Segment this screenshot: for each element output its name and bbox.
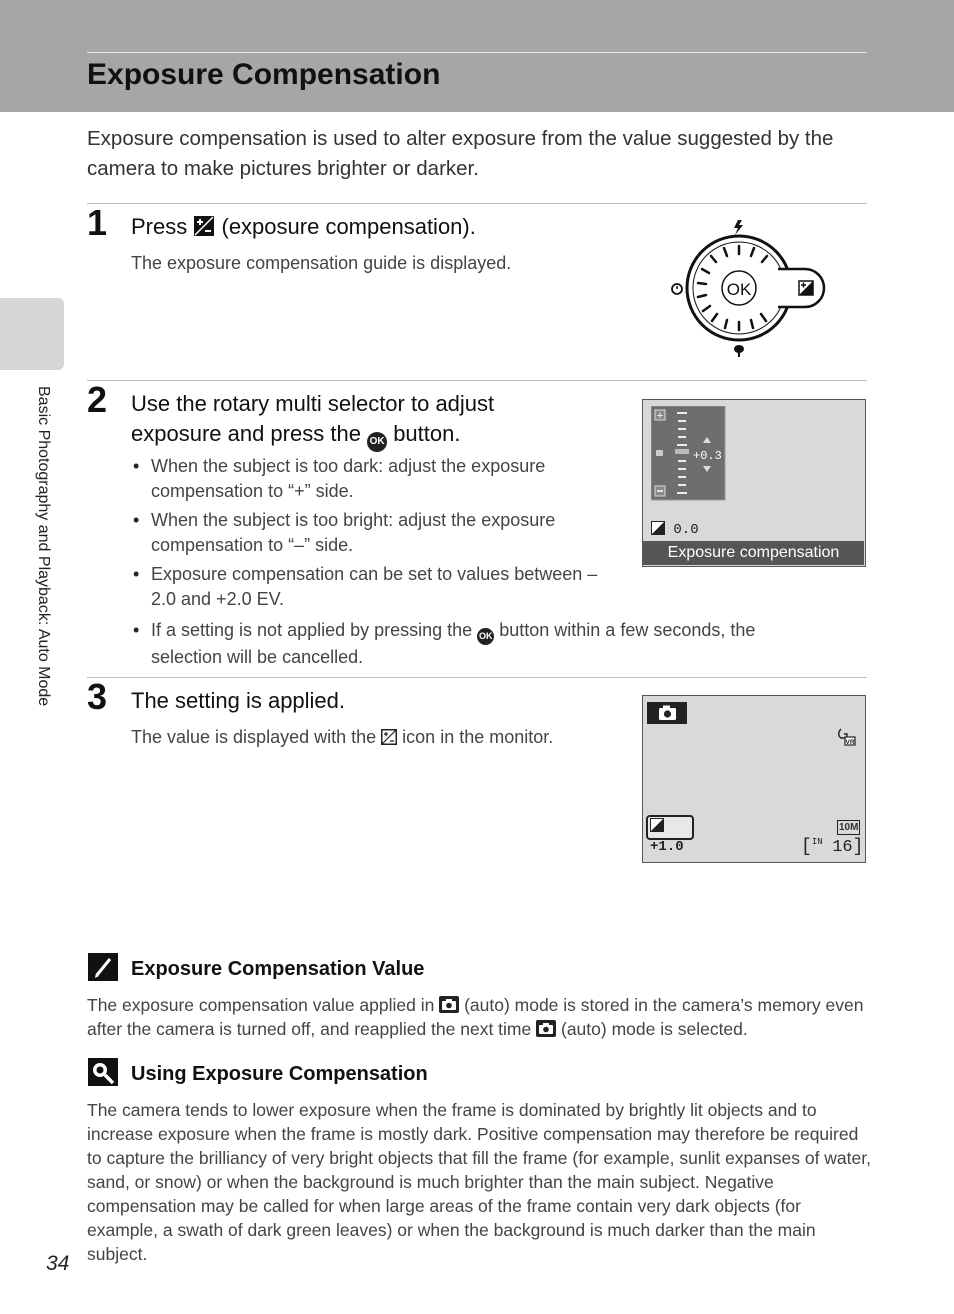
monitor-exposure-guide (642, 399, 866, 567)
step1-body: The exposure compensation guide is displayed. (131, 253, 512, 273)
image-size-indicator: 10M (839, 822, 859, 833)
divider (87, 380, 867, 381)
screen-caption: Exposure compensation (643, 541, 864, 565)
remaining-shots-indicator: [$^{IN}$ 16] (801, 837, 864, 857)
ok-button-icon: OK (477, 628, 494, 645)
ok-button-icon: OK (367, 432, 387, 452)
note1-text-3: (auto) mode is selected. (561, 1019, 748, 1039)
step-number: 1 (87, 202, 108, 243)
step3-body-post: icon in the monitor. (402, 727, 554, 747)
list-item: • When the subject is too dark: adjust the exposure compensation to “+” side. (131, 454, 601, 504)
bullet4-post: button within a few seconds, the selection will be cancelled. (151, 620, 756, 667)
note2-body: The camera tends to lower exposure when the frame is dominated by brightly lit objects and to increase exposure when the frame is mostly dark. Positive compensation may therefore be required to capture the brilliancy of very bright objects that fill the frame (for example, sunlit expanses of water, sand, or snow) or when the background is much brighter than the main subject. Negative compensation may be called for when large areas of the frame contain very dark objects (for example, a swath of dark green leaves) or when the background is much darker than the main subject. (87, 1100, 871, 1264)
exposure-value-display (646, 815, 694, 855)
exposure-scale (651, 406, 727, 502)
rotary-multi-selector-diagram (660, 212, 830, 362)
step2-bullet-list-wide (131, 618, 821, 674)
note1-text-1: The exposure compensation value applied in (87, 995, 435, 1015)
note1-text-2: (auto) mode is stored in the camera’s memory even after the camera is turned off, and reapplied the next time (87, 995, 864, 1039)
page-number: 34 (46, 1252, 70, 1275)
step-number: 3 (87, 676, 108, 717)
svg-text:+: + (656, 410, 664, 422)
step3-heading: The setting is applied. (131, 688, 346, 713)
tip-magnifier-icon (88, 1058, 118, 1086)
step2-heading (131, 389, 631, 452)
exposure-step-value: +0.3 (693, 449, 722, 463)
step-number: 2 (87, 379, 108, 420)
note1-title: Exposure Compensation Value (131, 958, 425, 980)
step2-bullet-list (131, 454, 601, 616)
auto-mode-camera-icon (439, 996, 459, 1013)
step1-heading (131, 212, 611, 242)
step1-heading-pre: Press (131, 214, 188, 239)
step1-heading-post: (exposure compensation). (221, 214, 476, 239)
svg-text:VR: VR (845, 739, 855, 746)
note-pencil-icon (88, 953, 118, 981)
divider (87, 203, 867, 204)
step2-heading-line2-pre: exposure and press the (131, 421, 361, 446)
page-title: Exposure Compensation (87, 58, 441, 91)
current-exposure-value: 0.0 (673, 522, 699, 538)
auto-mode-tag (647, 702, 687, 724)
step3-body-pre: The value is displayed with the (131, 727, 377, 747)
header-band (0, 0, 954, 112)
dial-ok-label: OK (726, 280, 752, 299)
list-item: • When the subject is too bright: adjust the exposure compensation to “–” side. (131, 508, 601, 558)
step3-body (131, 725, 611, 750)
macro-icon (734, 345, 744, 357)
list-item: • Exposure compensation can be set to values between –2.0 and +2.0 EV. (131, 562, 601, 612)
self-timer-icon (672, 284, 682, 294)
flash-icon (734, 220, 743, 235)
side-tab (0, 298, 64, 370)
divider (87, 677, 867, 678)
auto-mode-camera-icon (536, 1020, 556, 1037)
step2-heading-line2-post: button. (393, 421, 461, 446)
bullet4-pre: If a setting is not applied by pressing the (151, 620, 473, 640)
internal-memory-label: IN (811, 837, 823, 847)
exposure-compensation-icon (193, 215, 215, 237)
exposure-compensation-icon (650, 818, 664, 832)
side-label: Basic Photography and Playback: Auto Mode (35, 386, 52, 707)
step2-heading-line2 (131, 419, 631, 452)
exposure-value: +1.0 (650, 839, 684, 855)
list-item (131, 618, 821, 670)
note2-title: Using Exposure Compensation (131, 1063, 428, 1085)
step2-heading-line1: Use the rotary multi selector to adjust (131, 391, 495, 416)
exposure-compensation-icon (651, 521, 665, 535)
camera-icon (647, 702, 687, 724)
note1-body (87, 993, 872, 1041)
current-exposure-readout (651, 521, 699, 538)
remaining-shots: 16 (832, 838, 853, 857)
vibration-reduction-icon (835, 726, 857, 748)
monitor-shooting-screen (642, 695, 866, 863)
intro-paragraph: Exposure compensation is used to alter exposure from the value suggested by the camera to make pictures brighter or darker. (87, 127, 834, 180)
exposure-compensation-icon (381, 729, 397, 745)
header-rule (87, 52, 867, 53)
